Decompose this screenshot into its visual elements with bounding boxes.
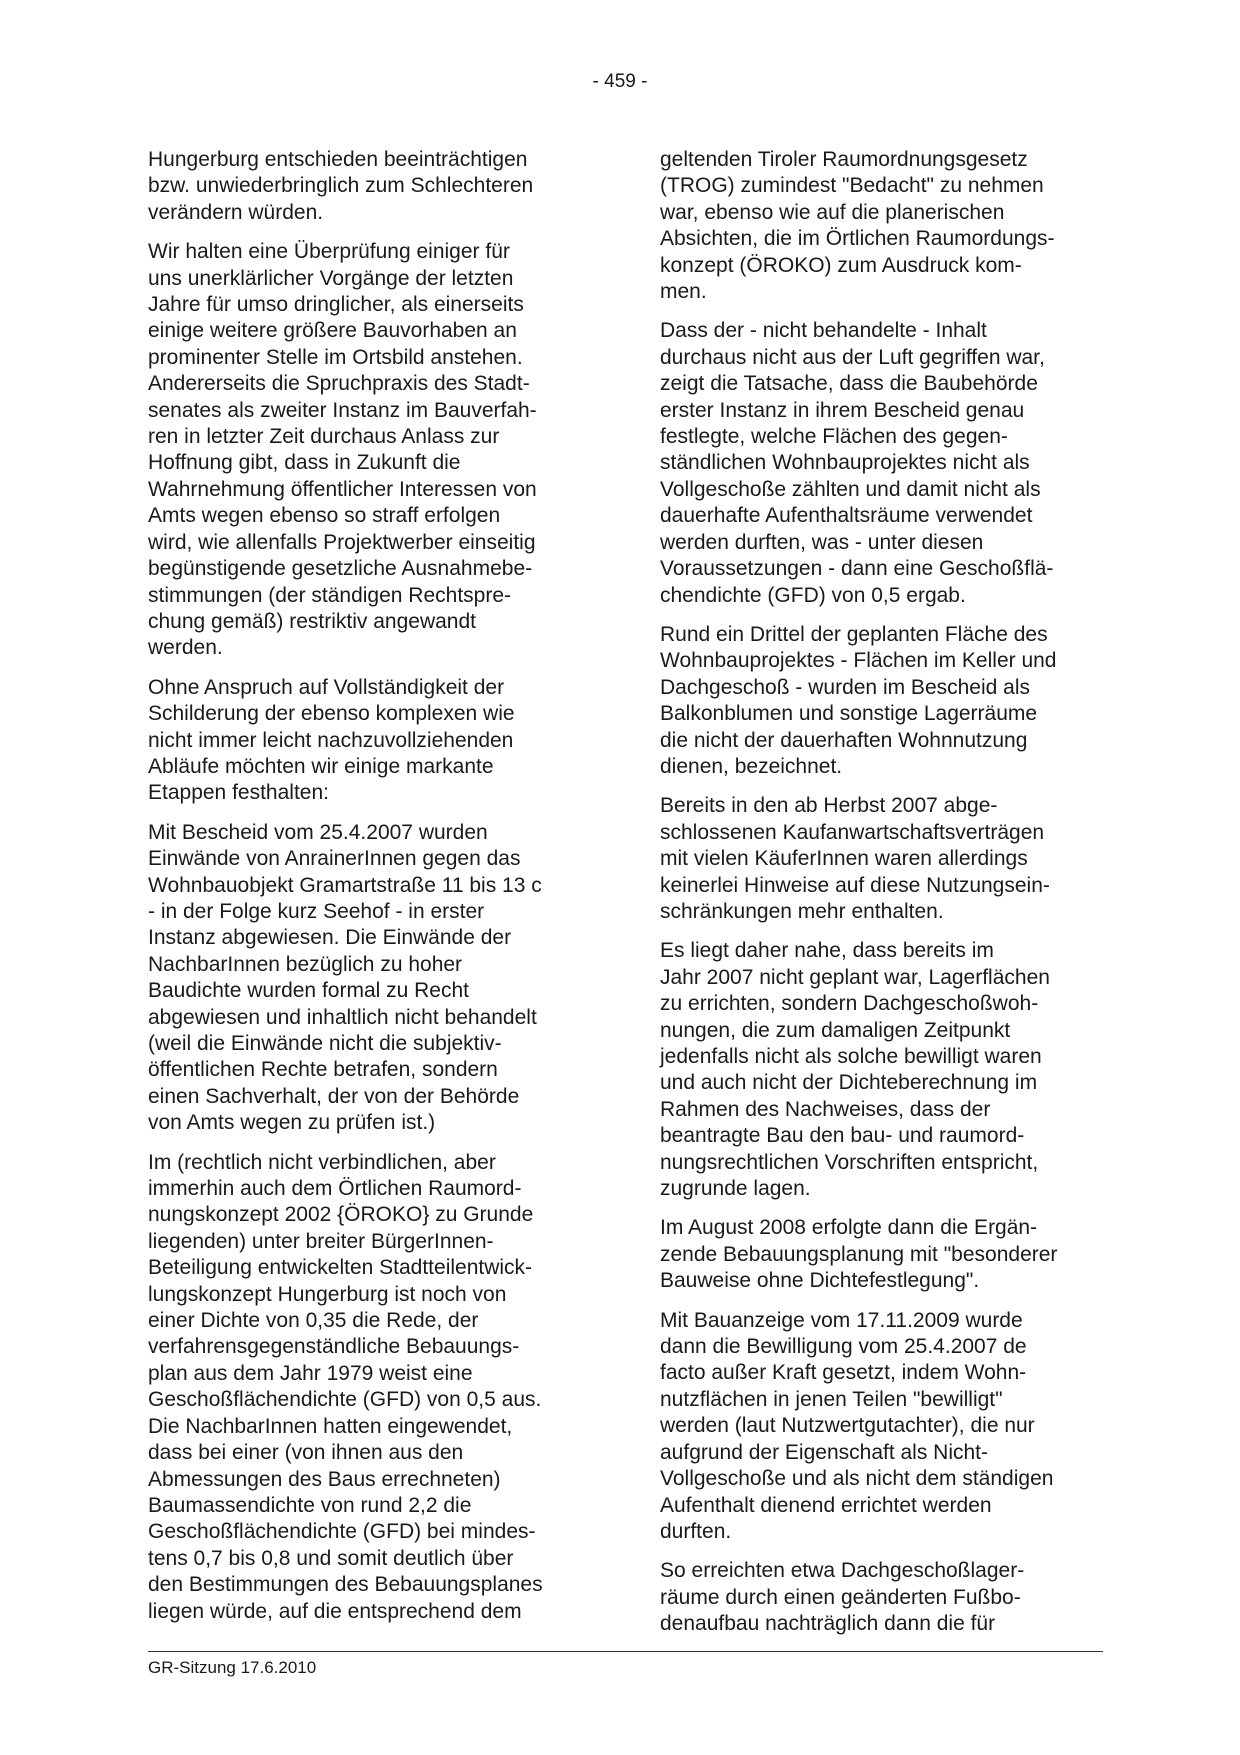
- paragraph: Ohne Anspruch auf Vollständigkeit der Schilderung der ebenso komplexen wie nicht immer leicht nachzuvollziehenden Abläufe möchten wir einige markante Etappen festhalten:: [148, 675, 515, 805]
- paragraph: Es liegt daher nahe, dass bereits im Jahr 2007 nicht geplant war, Lagerflächen zu errichten, sondern Dachgeschoßwoh- nungen, die zum damaligen Zeitpunkt jedenfalls nicht als solche bewilligt waren und auch nicht der Dichteberechnung im Rahmen des Nachweises, dass der beantragte Bau den bau- und raumord- nungsrechtlichen Vorschriften entspricht, zugrunde lagen.: [660, 939, 1050, 1201]
- left-column: [148, 147, 598, 1638]
- paragraph: Hungerburg entschieden beeinträchtigen bzw. unwiederbringlich zum Schlechteren verändern würden.: [148, 148, 534, 224]
- right-column: [660, 147, 1110, 1651]
- paragraph: Bereits in den ab Herbst 2007 abge- schlossenen Kaufanwartschaftsverträgen mit vielen KäuferInnen waren allerdings keinerlei Hinweise auf diese Nutzungsein- schränkungen mehr enthalten.: [660, 794, 1050, 923]
- paragraph: So erreichten etwa Dachgeschoßlager- räume durch einen geänderten Fußbo- denaufbau nachträglich dann die für: [660, 1559, 1025, 1636]
- footer-divider: [148, 1651, 1103, 1652]
- page-number: - 459 -: [592, 71, 648, 92]
- paragraph: Mit Bescheid vom 25.4.2007 wurden Einwände von AnrainerInnen gegen das Wohnbauobjekt Gramartstraße 11 bis 13 c - in der Folge kurz Seehof - in erster Instanz abgewiesen. Die Einwände der NachbarInnen bezüglich zu hoher Baudichte wurden formal zu Recht abgewiesen und inhaltlich nicht behandelt (weil die Einwände nicht die subjektiv- öffentlichen Rechte betrafen, sondern einen Sachverhalt, der von der Behörde von Amts wegen zu prüfen ist.): [148, 820, 542, 1135]
- paragraph: geltenden Tiroler Raumordnungsgesetz (TROG) zumindest "Bedacht" zu nehmen war, ebenso wie auf die planerischen Absichten, die im Örtlichen Raumordungs- konzept (ÖROKO) zum Ausdruck kom- men.: [660, 148, 1055, 304]
- paragraph: Im August 2008 erfolgte dann die Ergän- zende Bebauungsplanung mit "besonderer Bauweise ohne Dichtefestlegung".: [660, 1216, 1058, 1293]
- paragraph: Mit Bauanzeige vom 17.11.2009 wurde dann die Bewilligung vom 25.4.2007 de facto außer Kraft gesetzt, indem Wohn- nutzflächen in jenen Teilen "bewilligt" werden (laut Nutzwertgutachter), die nur aufgrund der Eigenschaft als Nicht- Vollgeschoße und als nicht dem ständigen Aufenthalt dienend errichtet werden durften.: [660, 1308, 1054, 1543]
- paragraph: Wir halten eine Überprüfung einiger für uns unerklärlicher Vorgänge der letzten Jahre für umso dringlicher, als einerseits einige weitere größere Bauvorhaben an prominenter Stelle im Ortsbild anstehen. Andererseits die Spruchpraxis des Stadt- senates als zweiter Instanz im Bauverfah- ren in letzter Zeit durchaus Anlass zur Hoffnung gibt, dass in Zukunft die Wahrnehmung öffentlicher Interessen von Amts wegen ebenso so straff erfolgen wird, wie allenfalls Projektwerber einseitig begünstigende gesetzliche Ausnahmebe- stimmungen (der ständigen Rechtspre- chung gemäß) restriktiv angewandt werden.: [148, 240, 537, 660]
- paragraph: Im (rechtlich nicht verbindlichen, aber immerhin auch dem Örtlichen Raumord- nungskonzept 2002 {ÖROKO} zu Grunde liegenden) unter breiter BürgerInnen- Beteiligung entwickelten Stadtteilentwick- lungskonzept Hungerburg ist noch von einer Dichte von 0,35 die Rede, der verfahrensgegenständliche Bebauungs- plan aus dem Jahr 1979 weist eine Geschoßflächendichte (GFD) von 0,5 aus. Die NachbarInnen hatten eingewendet, dass bei einer (von ihnen aus den Abmessungen des Baus errechneten) Baumassendichte von rund 2,2 die Geschoßflächendichte (GFD) bei mindes- tens 0,7 bis 0,8 und somit deutlich über den Bestimmungen des Bebauungsplanes liegen würde, auf die entsprechend dem: [148, 1150, 543, 1623]
- paragraph: Dass der - nicht behandelte - Inhalt durchaus nicht aus der Luft gegriffen war, zeigt die Tatsache, dass die Baubehörde erster Instanz in ihrem Bescheid genau festlegte, welche Flächen des gegen- ständlichen Wohnbauprojektes nicht als Vollgeschoße zählten und damit nicht als dauerhafte Aufenthaltsräume verwendet werden durften, was - unter diesen Voraussetzungen - dann eine Geschoßflä- chendichte (GFD) von 0,5 ergab.: [660, 319, 1054, 607]
- footer-text: GR-Sitzung 17.6.2010: [148, 1658, 317, 1677]
- paragraph: Rund ein Drittel der geplanten Fläche des Wohnbauprojektes - Flächen im Keller und Dachgeschoß - wurden im Bescheid als Balkonblumen und sonstige Lagerräume die nicht der dauerhaften Wohnnutzung dienen, bezeichnet.: [660, 622, 1057, 778]
